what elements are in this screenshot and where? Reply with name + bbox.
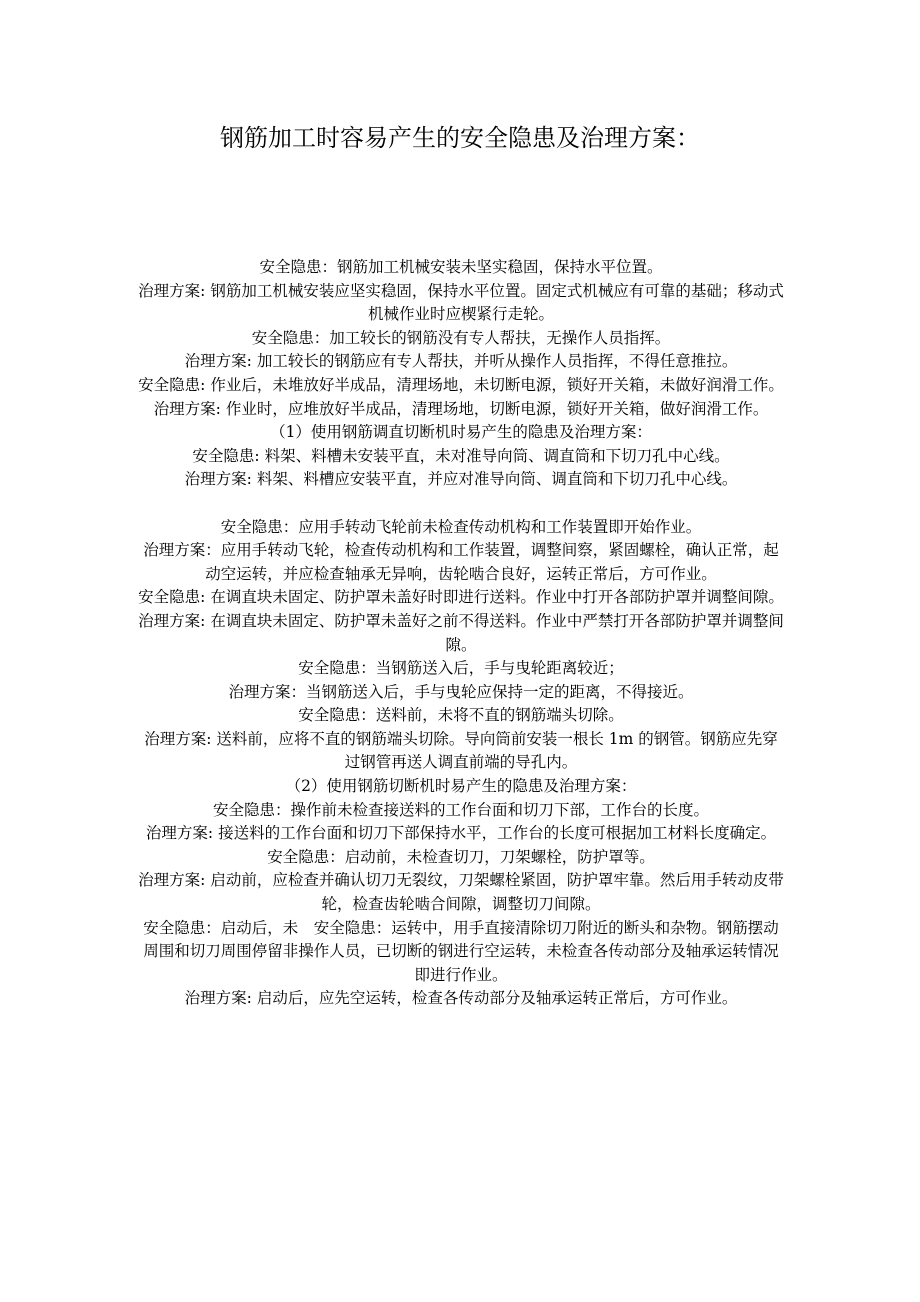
paragraph-hazard-8: 安全隐患：送料前，未将不直的钢筋端头切除。 bbox=[298, 706, 624, 725]
paragraph-solution-10: 治理方案: 启动前，应检查并确认切刀无裂纹，刀架螺栓紧固，防护罩牢靠。然后用手转动皮带轮，检查齿轮啮合间隙，调整切刀间隙。 bbox=[138, 871, 784, 914]
document-title: 钢筋加工时容易产生的安全隐患及治理方案： bbox=[220, 124, 700, 152]
paragraph-solution-2: 治理方案: 加工较长的钢筋应有专人帮扶，并听从操作人员指挥，不得任意推拉。 bbox=[184, 352, 738, 371]
document-body bbox=[138, 256, 784, 1011]
paragraph-hazard-10: 安全隐患：启动前，未检查切刀，刀架螺栓，防护罩等。 bbox=[267, 847, 655, 866]
paragraph-solution-3: 治理方案: 作业时，应堆放好半成品，清理场地，切断电源，锁好开关箱，做好润滑工作。 bbox=[153, 399, 769, 418]
paragraph-solution-5: 治理方案：应用手转动飞轮，检查传动机构和工作装置，调整间察，紧固螺栓，确认正常，起动空运转，并应检查轴承无异响，齿轮啮合良好，运转正常后，方可作业。 bbox=[143, 541, 779, 583]
paragraph-solution-6: 治理方案: 在调直块未固定、防护罩未盖好之前不得送料。作业中严禁打开各部防护罩并调整间隙。 bbox=[138, 611, 784, 654]
section-heading-1: （1）使用钢筋调直切断机时易产生的隐患及治理方案： bbox=[270, 423, 652, 442]
paragraph-hazard-3: 安全隐患: 作业后，未堆放好半成品，清理场地，未切断电源，锁好开关箱，未做好润滑工作。 bbox=[138, 375, 784, 394]
paragraph-solution-8: 治理方案: 送料前，应将不直的钢筋端头切除。导向筒前安装一根长 1m 的钢管。钢筋应先穿过钢管再送人调直前端的导孔内。 bbox=[144, 729, 778, 772]
paragraph-solution-9: 治理方案: 接送料的工作台面和切刀下部保持水平，工作台的长度可根据加工材料长度确定。 bbox=[145, 824, 777, 843]
section-heading-2: （2）使用钢筋切断机时易产生的隐患及治理方案： bbox=[285, 777, 637, 796]
paragraph-hazard-4: 安全隐患: 料架、料槽未安装平直，未对准导向筒、调直筒和下切刀孔中心线。 bbox=[192, 446, 730, 465]
paragraph-solution-11: 治理方案: 启动后，应先空运转，检查各传动部分及轴承运转正常后，方可作业。 bbox=[184, 989, 738, 1008]
paragraph-hazard-5: 安全隐患：应用手转动飞轮前未检查传动机构和工作装置即开始作业。 bbox=[220, 517, 702, 536]
blank-line bbox=[138, 492, 784, 516]
paragraph-hazard-9: 安全隐患：操作前未检查接送料的工作台面和切刀下部，工作台的长度。 bbox=[212, 800, 709, 819]
paragraph-hazard-2: 安全隐患：加工较长的钢筋没有专人帮扶，无操作人员指挥。 bbox=[251, 328, 671, 347]
paragraph-solution-1: 治理方案: 钢筋加工机械安装应坚实稳固，保持水平位置。固定式机械应有可靠的基础；移动式机械作业时应楔紧行走轮。 bbox=[138, 281, 784, 324]
paragraph-hazard-11: 安全隐患：启动后，未 安全隐患：运转中，用手直接清除切刀附近的断头和杂物。钢筋摆动周围和切刀周围停留非操作人员，已切断的钢进行空运转，未检查各传动部分及轴承运转情况即进行作业。 bbox=[143, 918, 779, 984]
paragraph-hazard-7: 安全隐患：当钢筋送入后，手与曳轮距离较近； bbox=[298, 659, 624, 678]
paragraph-hazard-1: 安全隐患：钢筋加工机械安装未坚实稳固，保持水平位置。 bbox=[259, 258, 663, 276]
paragraph-hazard-6: 安全隐患: 在调直块未固定、防护罩未盖好时即进行送料。作业中打开各部防护罩并调整间隙。 bbox=[138, 588, 784, 607]
paragraph-solution-7: 治理方案：当钢筋送入后，手与曳轮应保持一定的距离，不得接近。 bbox=[228, 682, 694, 701]
paragraph-solution-4: 治理方案: 料架、料槽应安装平直，并应对准导向筒、调直筒和下切刀孔中心线。 bbox=[184, 470, 738, 489]
